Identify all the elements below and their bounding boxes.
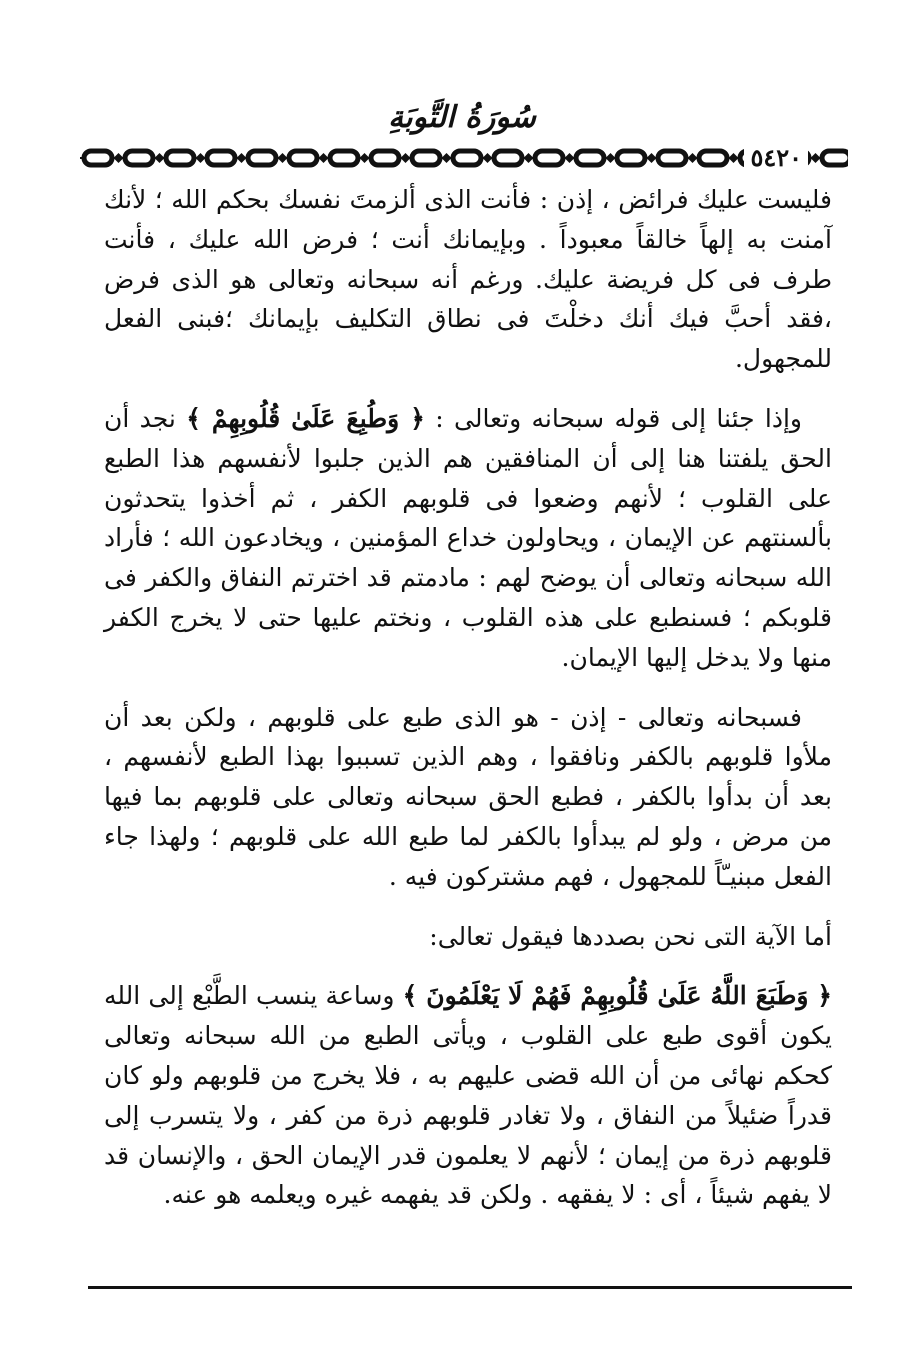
paragraph-2 <box>104 399 832 678</box>
quran-verse-2: ﴿ وَطَبَعَ اللَّهُ عَلَىٰ قُلُوبِهِمْ فَهُمْ لَا يَعْلَمُونَ ﴾ <box>402 981 832 1011</box>
chain-link <box>289 151 317 165</box>
chain-link <box>330 151 358 165</box>
chain-link <box>125 151 153 165</box>
chain-diamond <box>319 153 329 163</box>
chain-link <box>248 151 276 165</box>
paragraph-4: أما الآية التى نحن بصددها فيقول تعالى: <box>429 921 832 951</box>
chain-diamond <box>688 153 698 163</box>
chain-diamond <box>114 153 124 163</box>
chain-diamond <box>565 153 575 163</box>
chain-diamond <box>811 153 821 163</box>
chain-ornament-border <box>76 140 848 176</box>
main-text <box>104 180 832 1235</box>
chain-diamond <box>196 153 206 163</box>
paragraph-2-body: نجد أن الحق يلفتنا هنا إلى أن المنافقين هم الذين جلبوا لأنفسهم هذا الطبع على القلوب ؛ لأنهم وضعوا فى قلوبهم الكفر ، ثم أخذوا يتحدثون بألسنتهم عن الإيمان ، ويحاولون خداع المؤمنين ، ويخادعون الله ؛ فأراد الله سبحانه وتعالى أن يوضح لهم : مادمتم قد اخترتم النفاق والكفر فى قلوبكم ؛ فسنطبع على هذه القلوب ، ونختم عليها حتى لا يخرج الكفر منها ولا يدخل إليها الإيمان. <box>104 403 832 672</box>
paragraph-5 <box>104 976 832 1215</box>
chain-diamond <box>155 153 165 163</box>
chain-diamond <box>442 153 452 163</box>
footer-rule <box>88 1286 852 1289</box>
chain-diamond <box>524 153 534 163</box>
chain-link <box>207 151 235 165</box>
chain-link <box>371 151 399 165</box>
chain-diamond <box>401 153 411 163</box>
chain-diamond <box>360 153 370 163</box>
chain-link <box>699 151 727 165</box>
page-header-band <box>76 140 848 176</box>
chain-link <box>576 151 604 165</box>
chain-link <box>494 151 522 165</box>
chain-link <box>412 151 440 165</box>
paragraph-1: فليست عليك فرائض ، إذن : فأنت الذى ألزمتَ نفسك بحكم الله ؛ لأنك آمنت به إلهاً خالقاً معبوداً . وبإيمانك أنت ؛ فرض الله عليك ، فأنت طرف فى كل فريضة عليك. ورغم أنه سبحانه وتعالى هو الذى فرض ،فقد أحبَّ فيك أنك دخلْتَ فى نطاق التكليف بإيمانك ؛فبنى الفعل للمجهول. <box>104 185 832 374</box>
chain-diamond <box>278 153 288 163</box>
chain-link <box>84 151 112 165</box>
chain-diamond <box>647 153 657 163</box>
chain-diamond <box>606 153 616 163</box>
chain-link <box>166 151 194 165</box>
paragraph-3: فسبحانه وتعالى - إذن - هو الذى طبع على قلوبهم ، ولكن بعد أن ملأوا قلوبهم بالكفر ونافقوا ، وهم الذين تسببوا بهذا الطبع لأنفسهم ، بعد أن بدأوا بالكفر ، فطبع الحق سبحانه وتعالى على قلوبهم بما فيها من مرض ، ولو لم يبدأوا بالكفر لما طبع الله على قلوبهم ؛ ولهذا جاء الفعل مبنيـّاً للمجهول ، فهم مشتركون فيه . <box>104 702 832 891</box>
quran-verse-1: ﴿ وَطُبِعَ عَلَىٰ قُلُوبِهِمْ ﴾ <box>186 403 425 433</box>
chain-link <box>617 151 645 165</box>
chain-link <box>822 151 848 165</box>
surah-title: سُورَةُ التَّوبَةِ <box>388 100 536 135</box>
chain-diamond <box>483 153 493 163</box>
chain-diamond <box>729 153 739 163</box>
chain-link <box>535 151 563 165</box>
paragraph-5-body: وساعة ينسب الطَّبْع إلى الله يكون أقوى طبع على القلوب ، ويأتى الطبع من الله سبحانه وتعالى كحكم نهائى من أن الله قضى عليهم به ، فلا يخرج من قلوبهم ولو كان قدراً ضئيلاً من النفاق ، ولا تغادر قلوبهم ذرة من كفر ، ولا يتسرب إلى قلوبهم ذرة من إيمان ؛ لأنهم لا يعلمون قدر الإيمان الحق ، والإنسان قد لا يفهم شيئاً ، أى : لا يفقهه . ولكن قد يفهمه غيره ويعلمه هو عنه. <box>104 981 832 1210</box>
chain-link <box>453 151 481 165</box>
chain-diamond <box>237 153 247 163</box>
chain-link <box>658 151 686 165</box>
page-number: ٥٤٢٠ <box>744 140 808 176</box>
paragraph-2-intro: وإذا جئنا إلى قوله سبحانه وتعالى : <box>424 403 802 433</box>
